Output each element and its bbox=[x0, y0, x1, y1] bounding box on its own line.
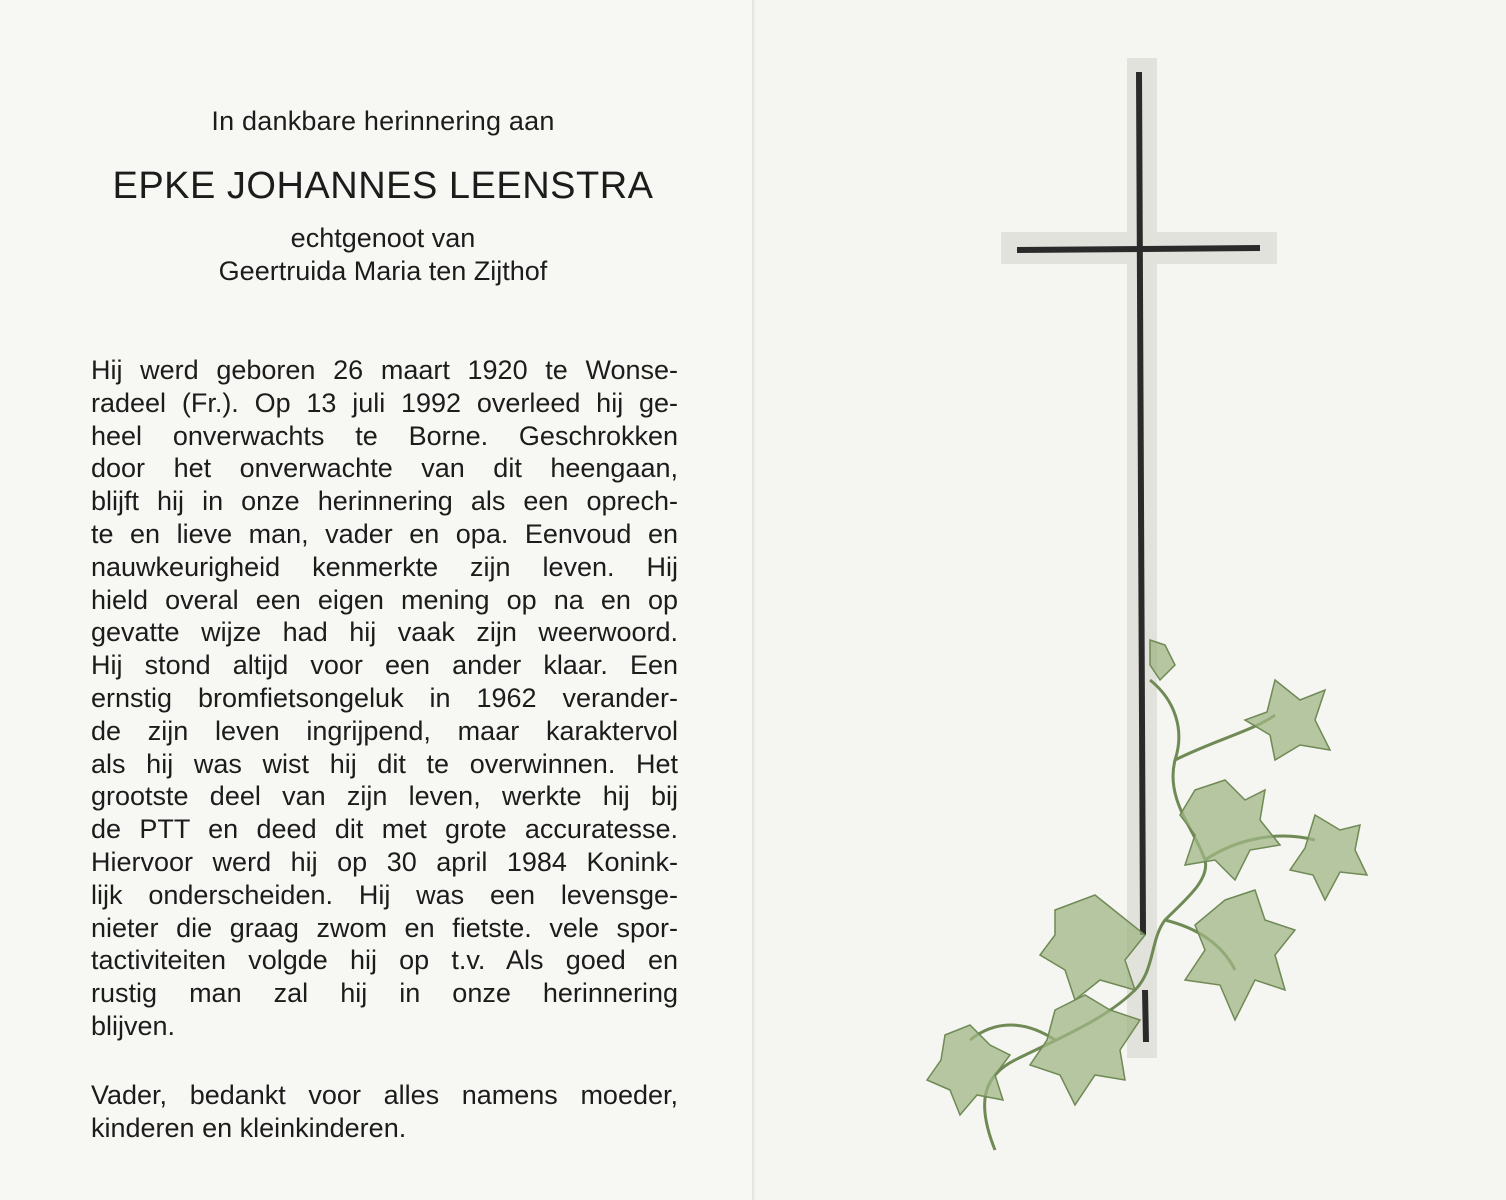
biography-line: te en lieve man, vader en opa. Eenvoud en bbox=[91, 518, 678, 549]
biography-text bbox=[91, 354, 678, 1043]
closing-line: Vader, bedankt voor alles namens moeder, bbox=[91, 1080, 678, 1110]
biography-line: grootste deel van zijn leven, werkte hij bij bbox=[91, 781, 678, 812]
closing-text bbox=[91, 1079, 678, 1145]
ivy-leaf bbox=[1180, 780, 1280, 880]
ivy-leaf bbox=[927, 1025, 1010, 1115]
biography-line: nauwkeurigheid kenmerkte zijn leven. Hij bbox=[91, 551, 678, 582]
ivy-leaf bbox=[1245, 680, 1330, 760]
biography-line: lijk onderscheiden. Hij was een levensge- bbox=[91, 879, 678, 910]
cross-vertical-beam bbox=[1139, 72, 1143, 935]
closing-line: kinderen en kleinkinderen. bbox=[91, 1113, 407, 1143]
cross-horizontal-beam bbox=[1017, 248, 1260, 250]
deceased-name: EPKE JOHANNES LEENSTRA bbox=[112, 165, 654, 207]
biography-line: blijven. bbox=[91, 1010, 176, 1041]
biography-line: de PTT en deed dit met grote accuratesse. bbox=[91, 814, 678, 845]
biography-line: gevatte wijze had hij vaak zijn weerwoord. bbox=[91, 617, 678, 648]
biography-line: Hij stond altijd voor een ander klaar. Een bbox=[91, 650, 678, 681]
biography-line: radeel (Fr.). Op 13 juli 1992 overleed hij ge- bbox=[91, 387, 678, 418]
biography-line: ernstig bromfietsongeluk in 1962 verander- bbox=[91, 682, 678, 713]
biography-line: hield overal een eigen mening op na en op bbox=[91, 584, 678, 615]
ivy-leaf bbox=[1030, 995, 1140, 1105]
spouse-block bbox=[0, 222, 766, 288]
biography-line: door het onverwachte van dit heengaan, bbox=[91, 453, 678, 484]
cross-and-ivy-illustration bbox=[755, 0, 1506, 1200]
cross-lower-beam bbox=[1145, 990, 1146, 1042]
biography-line: Hij werd geboren 26 maart 1920 te Wonse- bbox=[91, 355, 678, 385]
biography-line: rustig man zal hij in onze herinnering bbox=[91, 978, 678, 1009]
biography-line: de zijn leven ingrijpend, maar karaktervol bbox=[91, 715, 678, 746]
biography-line: nieter die graag zwom en fietste. vele spor- bbox=[91, 912, 678, 943]
biography-line: tactiviteiten volgde hij op t.v. Als goed en bbox=[91, 945, 678, 976]
ivy-leaf bbox=[1290, 815, 1367, 900]
biography-line: als hij was wist hij dit te overwinnen. Het bbox=[91, 748, 678, 779]
intro-line: In dankbare herinnering aan bbox=[211, 106, 555, 136]
biography-line: Hiervoor werd hij op 30 april 1984 Konink- bbox=[91, 846, 678, 877]
spouse-name: Geertruida Maria ten Zijthof bbox=[218, 256, 548, 286]
ivy-leaf bbox=[1185, 890, 1295, 1020]
biography-line: heel onverwachts te Borne. Geschrokken bbox=[91, 420, 678, 451]
biography-line: blijft hij in onze herinnering als een oprech- bbox=[91, 486, 678, 517]
relation-line: echtgenoot van bbox=[290, 223, 476, 253]
